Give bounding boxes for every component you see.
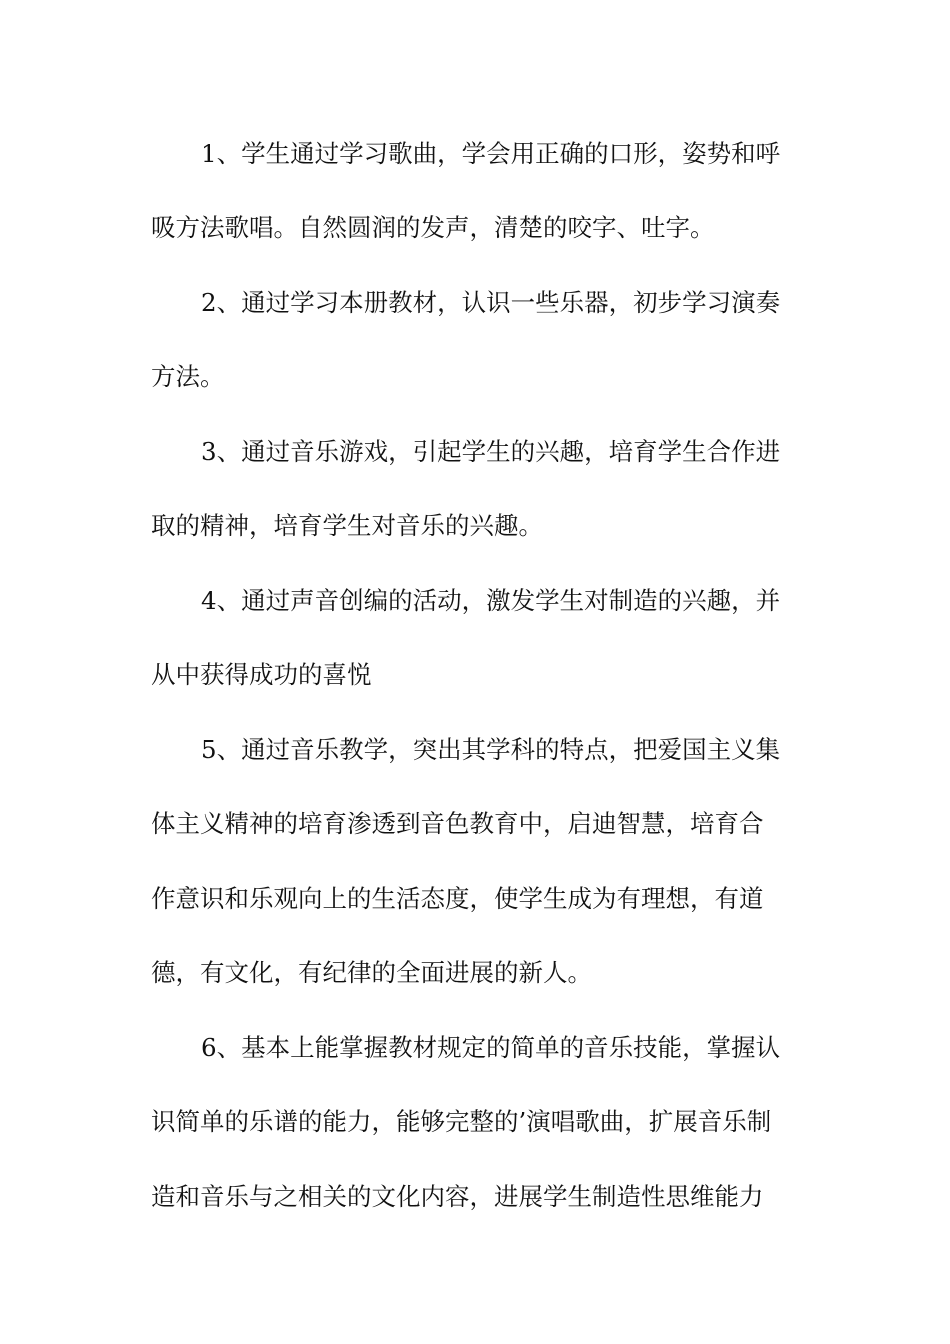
paragraph-4-line-1: 4、通过声音创编的活动，激发学生对制造的兴趣，并 bbox=[201, 586, 781, 615]
paragraph-6-line-3: 造和音乐与之相关的文化内容，进展学生制造性思维能力 bbox=[151, 1182, 764, 1211]
paragraph-2-line-1: 2、通过学习本册教材，认识一些乐器，初步学习演奏 bbox=[201, 288, 781, 317]
paragraph-6-line-2: 识简单的乐谱的能力，能够完整的’演唱歌曲，扩展音乐制 bbox=[151, 1107, 772, 1136]
paragraph-2-line-2: 方法。 bbox=[151, 362, 225, 391]
paragraph-5-line-1: 5、通过音乐教学，突出其学科的特点，把爱国主义集 bbox=[201, 735, 781, 764]
paragraph-4-line-2: 从中获得成功的喜悦 bbox=[151, 660, 372, 689]
paragraph-3-line-2: 取的精神，培育学生对音乐的兴趣。 bbox=[151, 511, 543, 540]
paragraph-1-line-1: 1、学生通过学习歌曲，学会用正确的口形，姿势和呼 bbox=[201, 139, 781, 168]
paragraph-1-line-2: 吸方法歌唱。自然圆润的发声，清楚的咬字、吐字。 bbox=[151, 213, 715, 242]
paragraph-5-line-4: 德，有文化，有纪律的全面进展的新人。 bbox=[151, 958, 592, 987]
paragraph-6-line-1: 6、基本上能掌握教材规定的简单的音乐技能，掌握认 bbox=[201, 1033, 781, 1062]
paragraph-5-line-3: 作意识和乐观向上的生活态度，使学生成为有理想，有道 bbox=[151, 884, 764, 913]
paragraph-3-line-1: 3、通过音乐游戏，引起学生的兴趣，培育学生合作进 bbox=[201, 437, 781, 466]
paragraph-5-line-2: 体主义精神的培育渗透到音色教育中，启迪智慧，培育合 bbox=[151, 809, 764, 838]
